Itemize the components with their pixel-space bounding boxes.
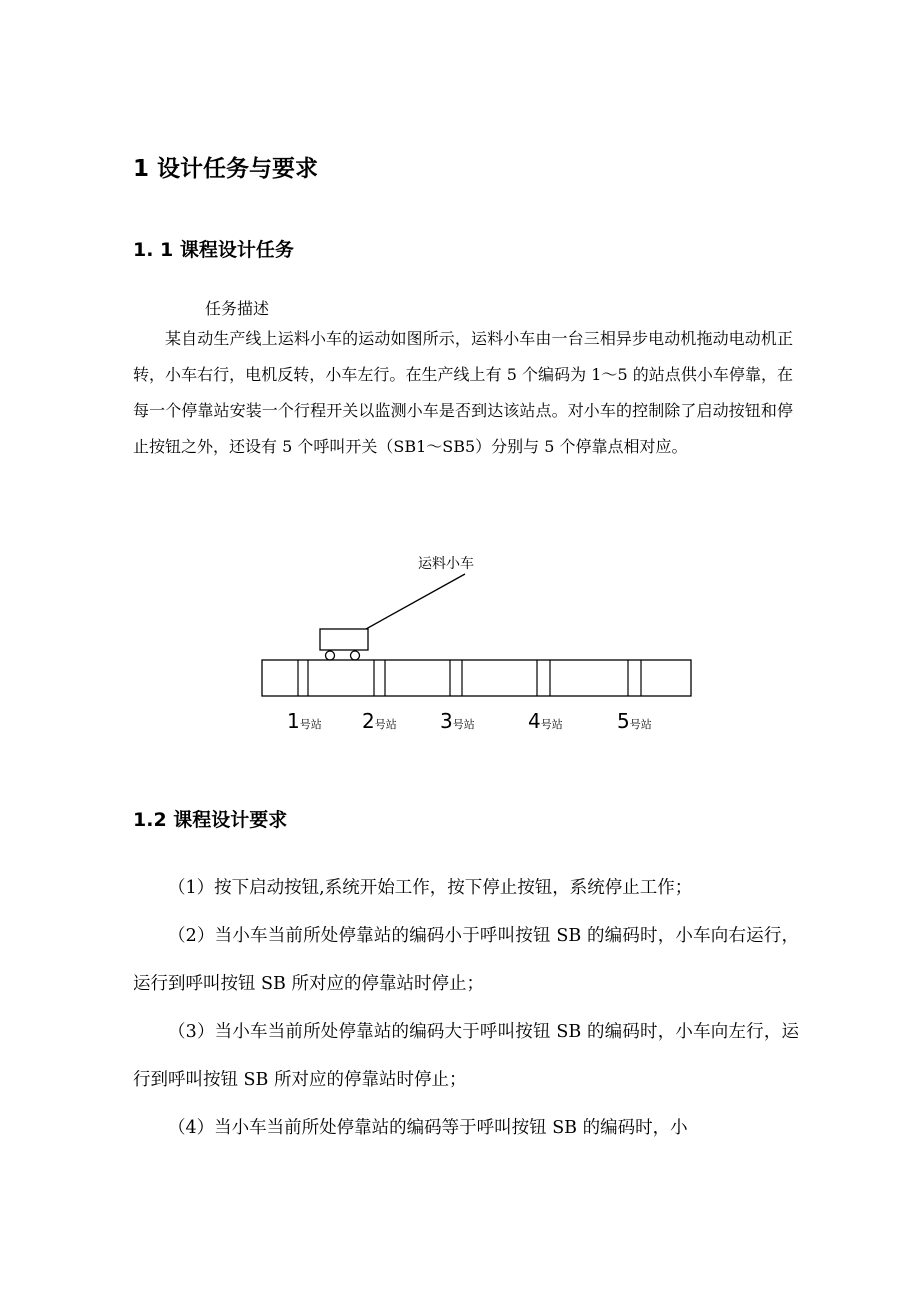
requirement-item-3: （3）当小车当前所处停靠站的编码大于呼叫按钮 SB 的编码时，小车向左行，运行到呼叫按钮 SB 所对应的停靠站时停止； [133,1022,799,1090]
station-label-2: 2号站 [362,709,397,733]
station-marker-4 [537,660,550,696]
section-1-title: 1 设计任务与要求 [133,156,319,182]
requirement-item-4: （4）当小车当前所处停靠站的编码等于呼叫按钮 SB 的编码时，小 [168,1118,688,1138]
station-label-4: 4号站 [528,709,563,733]
track [262,660,691,696]
station-label-3: 3号站 [440,709,475,733]
task-description-paragraph: 某自动生产线上运料小车的运动如图所示，运料小车由一台三相异步电动机拖动电动机正转，小车右行，电机反转，小车左行。在生产线上有 5 个编码为 1～5 的站点供小车停靠，在每一个停靠站安装一个行程开关以监测小车是否到达该站点。对小车的控制除了启动按钮和停止按钮之外，还设有 5 个呼叫开关（SB1～SB5）分别与 5 个停靠点相对应。 [133,329,793,456]
section-1-1-title: 1. 1 课程设计任务 [133,239,294,261]
cart-wheel-left [326,651,335,660]
station-marker-2 [374,660,385,696]
requirement-item-2: （2）当小车当前所处停靠站的编码小于呼叫按钮 SB 的编码时，小车向右运行，运行到呼叫按钮 SB 所对应的停靠站时停止； [133,926,799,994]
cart-wheel-right [351,651,360,660]
cart-station-diagram [240,540,700,740]
cart-label: 运料小车 [418,556,474,572]
requirement-item-1: （1）按下启动按钮,系统开始工作，按下停止按钮，系统停止工作； [168,878,693,898]
station-label-1: 1号站 [287,709,322,733]
cart-leader-line [366,574,465,629]
task-description-subhead: 任务描述 [205,299,270,318]
section-1-2-title: 1.2 课程设计要求 [133,809,288,831]
station-marker-3 [450,660,462,696]
station-marker-1 [298,660,308,696]
station-marker-5 [628,660,641,696]
station-label-5: 5号站 [617,709,652,733]
cart-body [320,629,368,650]
